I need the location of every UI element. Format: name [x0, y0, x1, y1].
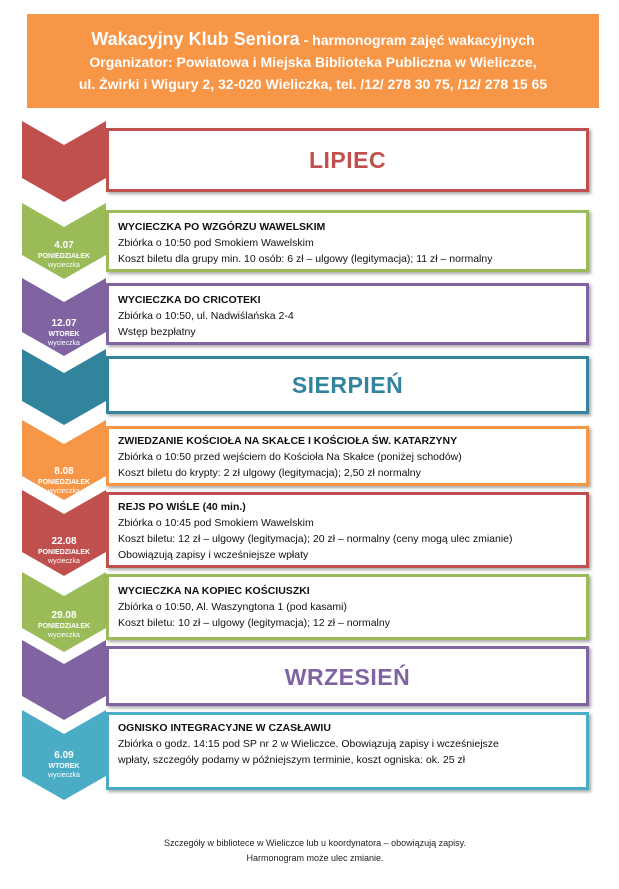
- event-date: 6.09: [54, 750, 74, 761]
- event-date: 12.07: [51, 318, 77, 329]
- event-box: [106, 210, 589, 272]
- event-line: Koszt biletu do krypty: 2 zł ulgowy (legitymacja); 2,50 zł normalny: [118, 467, 421, 479]
- event-type: wycieczka: [48, 262, 80, 269]
- event-date: 4.07: [54, 240, 74, 251]
- event-title: REJS PO WIŚLE (40 min.): [118, 501, 246, 513]
- month-chevron-sierpien: [22, 349, 106, 425]
- event-weekday: PONIEDZIAŁEK: [37, 623, 91, 630]
- event-details: [109, 213, 586, 267]
- chevron-arrow-fill: [22, 349, 106, 425]
- event-weekday: WTOREK: [48, 763, 80, 770]
- event-line: Wstęp bezpłatny: [118, 326, 196, 338]
- event-weekday: PONIEDZIAŁEK: [37, 549, 91, 556]
- event-chevron: [22, 490, 106, 576]
- header-title-line: [27, 28, 599, 51]
- event-details: [109, 286, 586, 340]
- event-box: [106, 283, 589, 345]
- event-type: wycieczka: [48, 632, 80, 639]
- event-title: OGNISKO INTEGRACYJNE W CZASŁAWIU: [118, 722, 331, 734]
- chevron-arrow-shape: [22, 349, 106, 425]
- chevron-arrow-fill: [22, 640, 106, 720]
- event-type: wycieczka: [48, 340, 80, 347]
- event-weekday: WTOREK: [48, 331, 80, 338]
- event-line: Obowiązują zapisy i wcześniejsze wpłaty: [118, 549, 309, 561]
- event-chevron: [22, 710, 106, 800]
- event-date-label: [22, 318, 106, 348]
- footer-note: [150, 836, 480, 866]
- event-line: Zbiórka o 10:50, ul. Nadwiślańska 2-4: [118, 310, 294, 322]
- event-line: Zbiórka o 10:45 pod Smokiem Wawelskim: [118, 517, 314, 529]
- event-chevron: [22, 420, 106, 500]
- footer-line: Szczegóły w bibliotece w Wieliczce lub u koordynatora – obowiązują zapisy.: [164, 838, 466, 848]
- event-title: WYCIECZKA DO CRICOTEKI: [118, 294, 261, 306]
- event-type: wycieczka: [48, 772, 80, 779]
- event-title: WYCIECZKA NA KOPIEC KOŚCIUSZKI: [118, 585, 310, 597]
- month-chevron-lipiec: [22, 121, 106, 202]
- event-title: ZWIEDZANIE KOŚCIOŁA NA SKAŁCE I KOŚCIOŁA ŚW. KATARZYNY: [118, 435, 458, 447]
- event-line: wpłaty, szczegóły podamy w późniejszym terminie, koszt ogniska: ok. 25 zł: [118, 754, 466, 766]
- event-line: Zbiórka o godz. 14:15 pod SP nr 2 w Wieliczce. Obowiązują zapisy i wcześniejsze: [118, 738, 499, 750]
- chevron-arrow-fill: [22, 121, 106, 202]
- month-title: WRZESIEŃ: [284, 664, 411, 690]
- event-details: [109, 495, 586, 563]
- event-chevron: [22, 203, 106, 279]
- chevron-arrow-shape: [22, 640, 106, 720]
- event-title: WYCIECZKA PO WZGÓRZU WAWELSKIM: [118, 221, 326, 233]
- month-box-sierpien: [106, 356, 589, 414]
- event-line: Zbiórka o 10:50 przed wejściem do Kościoła Na Skałce (poniżej schodów): [118, 451, 462, 463]
- event-details: [109, 715, 586, 768]
- event-box: [106, 492, 589, 568]
- event-weekday: PONIEDZIAŁEK: [37, 479, 91, 486]
- chevron-arrow-shape: [22, 121, 106, 202]
- event-date-label: [22, 240, 106, 270]
- event-weekday: PONIEDZIAŁEK: [37, 253, 91, 260]
- header-subtitle: - harmonogram zajęć wakacyjnych: [299, 32, 535, 48]
- event-date-label: [22, 750, 106, 780]
- event-box: [106, 426, 589, 486]
- event-box: [106, 574, 589, 640]
- event-date: 8.08: [54, 466, 74, 477]
- event-type: wycieczka: [48, 488, 80, 495]
- event-details: [109, 429, 586, 481]
- footer-line: Harmonogram może ulec zmianie.: [246, 853, 384, 863]
- event-chevron: [22, 278, 106, 356]
- event-line: Zbiórka o 10:50, Al. Waszyngtona 1 (pod kasami): [118, 601, 347, 613]
- header-organizer: Organizator: Powiatowa i Miejska Biblioteka Publiczna w Wieliczce,: [89, 54, 537, 70]
- event-details: [109, 577, 586, 631]
- month-chevron-wrzesien: [22, 640, 106, 720]
- event-date-label: [22, 610, 106, 640]
- header-banner: [27, 14, 599, 108]
- event-line: Koszt biletu: 10 zł – ulgowy (legitymacja); 12 zł – normalny: [118, 617, 390, 629]
- month-box-lipiec: [106, 128, 589, 192]
- month-title: LIPIEC: [308, 147, 387, 173]
- event-date: 22.08: [51, 536, 77, 547]
- header-address: ul. Żwirki i Wigury 2, 32-020 Wieliczka, tel. /12/ 278 30 75, /12/ 278 15 65: [78, 76, 548, 92]
- event-box: [106, 712, 589, 790]
- month-box-wrzesien: [106, 646, 589, 706]
- event-line: Zbiórka o 10:50 pod Smokiem Wawelskim: [118, 237, 314, 249]
- header-title: Wakacyjny Klub Seniora: [91, 29, 300, 49]
- event-date-label: [22, 536, 106, 566]
- event-line: Koszt biletu: 12 zł – ulgowy (legitymacja); 20 zł – normalny (ceny mogą ulec zmianie): [118, 533, 513, 545]
- event-line: Koszt biletu dla grupy min. 10 osób: 6 zł – ulgowy (legitymacja); 11 zł – normalny: [118, 253, 493, 265]
- event-date: 29.08: [51, 610, 77, 621]
- month-title: SIERPIEŃ: [291, 372, 404, 398]
- event-type: wycieczka: [48, 558, 80, 565]
